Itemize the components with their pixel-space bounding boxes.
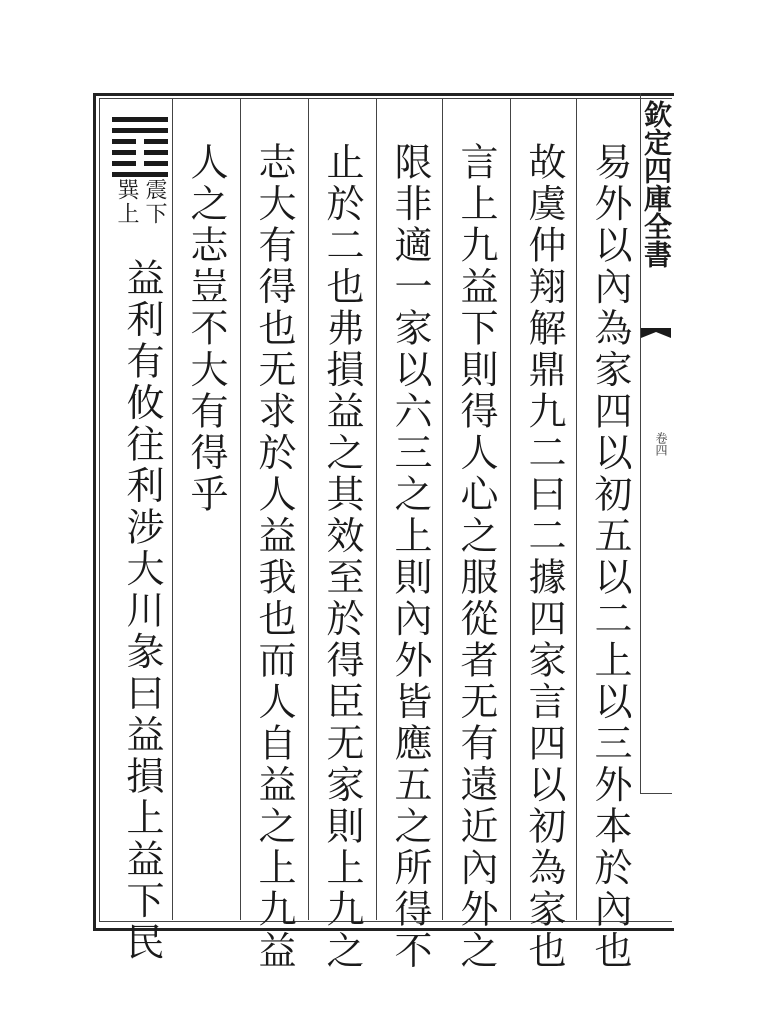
fishtail-mark-icon [641,328,671,338]
column-rule [576,98,577,920]
margin-volume-note: 卷四 [654,432,668,456]
lower-trigram-note: 震下 [142,178,167,226]
column-rule [442,98,443,920]
text-column-5: 止於二也弗損益之其效至於得臣无家則上九之 [320,142,364,972]
column-rule [240,98,241,920]
hexagram-text: 益利有攸往利涉大川彖曰益損上益下民 [120,258,164,964]
text-column-1: 易外以內為家四以初五以二上以三外本於內也 [588,142,632,972]
text-column-3: 言上九益下則得人心之服從者无有遠近內外之 [454,142,498,972]
text-column-6: 志大有得也无求於人益我也而人自益之上九益 [252,142,296,972]
margin-title: 欽定四庫全書 [640,100,673,268]
text-column-4: 限非適一家以六三之上則內外皆應五之所得不 [388,142,432,972]
column-rule [308,98,309,920]
hexagram-yi-icon [112,117,172,177]
upper-trigram-note: 巽上 [114,178,139,226]
text-column-2: 故虞仲翔解鼎九二曰二據四家言四以初為家也 [522,142,566,972]
text-column-7: 人之志豈不大有得乎 [184,142,228,516]
column-rule [510,98,511,920]
column-rule [172,98,173,920]
column-rule [376,98,377,920]
